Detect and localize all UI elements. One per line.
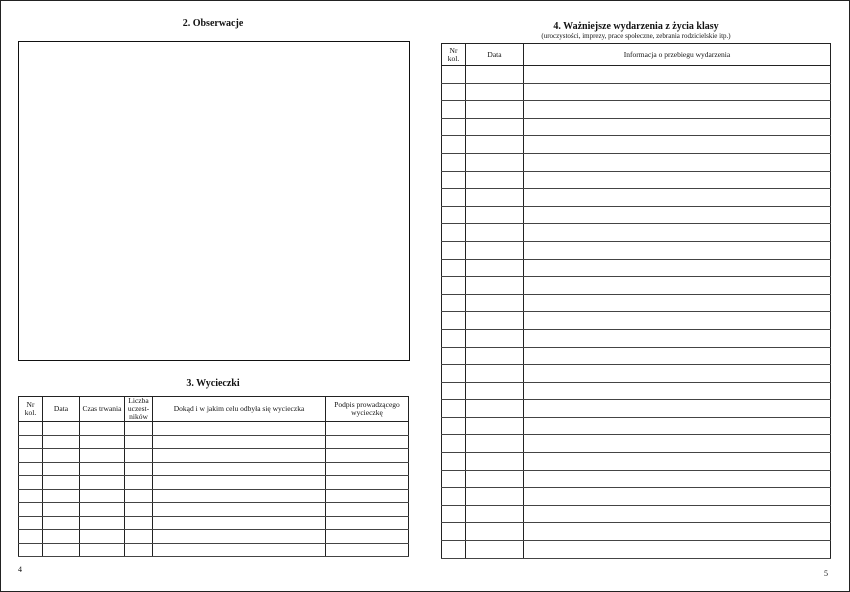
event-row	[442, 277, 831, 295]
table-cell	[442, 312, 466, 330]
table-cell	[466, 365, 524, 383]
table-cell	[125, 462, 153, 476]
table-cell	[80, 516, 125, 530]
event-row	[442, 488, 831, 506]
table-cell	[442, 241, 466, 259]
table-cell	[466, 118, 524, 136]
table-cell	[466, 83, 524, 101]
table-cell	[80, 530, 125, 544]
table-cell	[524, 294, 831, 312]
table-cell	[466, 224, 524, 242]
event-row	[442, 435, 831, 453]
table-cell	[19, 543, 43, 557]
table-cell	[442, 66, 466, 84]
table-cell	[524, 66, 831, 84]
table-cell	[43, 422, 80, 436]
table-cell	[326, 449, 409, 463]
table-cell	[524, 83, 831, 101]
event-row	[442, 118, 831, 136]
table-cell	[466, 329, 524, 347]
table-cell	[466, 206, 524, 224]
event-row	[442, 171, 831, 189]
event-row	[442, 329, 831, 347]
table-cell	[442, 400, 466, 418]
table-cell	[442, 277, 466, 295]
table-cell	[153, 543, 326, 557]
table-cell	[524, 241, 831, 259]
table-cell	[125, 543, 153, 557]
trips-col-date: Data	[43, 397, 80, 422]
event-row	[442, 206, 831, 224]
table-cell	[442, 541, 466, 559]
table-cell	[442, 488, 466, 506]
event-row	[442, 259, 831, 277]
event-row	[442, 453, 831, 471]
trip-row	[19, 476, 409, 490]
table-cell	[524, 365, 831, 383]
event-row	[442, 523, 831, 541]
table-cell	[466, 294, 524, 312]
table-cell	[125, 422, 153, 436]
table-cell	[442, 83, 466, 101]
event-row	[442, 294, 831, 312]
table-cell	[524, 488, 831, 506]
table-cell	[524, 118, 831, 136]
table-cell	[466, 66, 524, 84]
table-cell	[442, 206, 466, 224]
table-cell	[43, 516, 80, 530]
events-title: 4. Ważniejsze wydarzenia z życia klasy	[553, 21, 719, 32]
table-cell	[19, 489, 43, 503]
table-cell	[442, 523, 466, 541]
events-table	[441, 43, 831, 559]
table-cell	[125, 503, 153, 517]
table-cell	[466, 171, 524, 189]
event-row	[442, 541, 831, 559]
trip-row	[19, 503, 409, 517]
table-cell	[19, 516, 43, 530]
table-cell	[442, 470, 466, 488]
table-cell	[466, 347, 524, 365]
table-cell	[466, 259, 524, 277]
trips-table	[18, 396, 409, 557]
page-number-right: 5	[824, 569, 828, 578]
table-cell	[442, 417, 466, 435]
events-col-info: Informacja o przebiegu wydarzenia	[524, 44, 831, 66]
table-cell	[43, 449, 80, 463]
table-cell	[524, 277, 831, 295]
table-cell	[466, 435, 524, 453]
table-cell	[125, 449, 153, 463]
table-cell	[524, 470, 831, 488]
table-cell	[125, 435, 153, 449]
table-cell	[43, 462, 80, 476]
table-cell	[153, 462, 326, 476]
table-cell	[524, 206, 831, 224]
trip-row	[19, 543, 409, 557]
table-cell	[153, 489, 326, 503]
event-row	[442, 470, 831, 488]
table-cell	[326, 530, 409, 544]
table-cell	[442, 453, 466, 471]
trip-row	[19, 449, 409, 463]
table-cell	[125, 489, 153, 503]
event-row	[442, 136, 831, 154]
table-cell	[442, 329, 466, 347]
trips-title: 3. Wycieczki	[186, 378, 240, 389]
trip-row	[19, 516, 409, 530]
table-cell	[466, 241, 524, 259]
table-cell	[442, 224, 466, 242]
page-number-left: 4	[18, 565, 22, 574]
table-cell	[80, 543, 125, 557]
table-cell	[43, 435, 80, 449]
event-row	[442, 189, 831, 207]
table-cell	[153, 435, 326, 449]
table-cell	[466, 417, 524, 435]
table-cell	[524, 417, 831, 435]
table-cell	[19, 435, 43, 449]
table-cell	[466, 153, 524, 171]
table-cell	[524, 136, 831, 154]
table-cell	[524, 312, 831, 330]
table-cell	[442, 347, 466, 365]
trips-col-nr: Nr kol.	[19, 397, 43, 422]
events-col-nr: Nr kol.	[442, 44, 466, 66]
table-cell	[43, 543, 80, 557]
event-row	[442, 101, 831, 119]
trip-row	[19, 435, 409, 449]
event-row	[442, 400, 831, 418]
table-cell	[326, 489, 409, 503]
table-cell	[80, 503, 125, 517]
table-cell	[80, 462, 125, 476]
table-cell	[524, 523, 831, 541]
table-cell	[153, 530, 326, 544]
event-row	[442, 417, 831, 435]
event-row	[442, 347, 831, 365]
table-cell	[326, 516, 409, 530]
table-cell	[466, 453, 524, 471]
table-cell	[326, 435, 409, 449]
table-cell	[466, 277, 524, 295]
table-cell	[524, 101, 831, 119]
table-cell	[125, 530, 153, 544]
observations-title: 2. Obserwacje	[182, 18, 244, 29]
event-row	[442, 153, 831, 171]
event-row	[442, 382, 831, 400]
table-cell	[442, 365, 466, 383]
table-cell	[19, 503, 43, 517]
table-cell	[524, 153, 831, 171]
table-cell	[43, 530, 80, 544]
table-cell	[125, 476, 153, 490]
table-cell	[19, 449, 43, 463]
table-cell	[80, 435, 125, 449]
table-cell	[442, 435, 466, 453]
table-cell	[326, 543, 409, 557]
table-cell	[524, 400, 831, 418]
event-row	[442, 83, 831, 101]
table-cell	[153, 516, 326, 530]
table-cell	[524, 171, 831, 189]
table-cell	[19, 462, 43, 476]
table-cell	[466, 312, 524, 330]
trips-col-duration: Czas trwania	[80, 397, 125, 422]
trips-col-destination: Dokąd i w jakim celu odbyła się wycieczka	[153, 397, 326, 422]
table-cell	[442, 153, 466, 171]
table-cell	[153, 476, 326, 490]
table-cell	[466, 488, 524, 506]
table-cell	[524, 382, 831, 400]
table-cell	[19, 476, 43, 490]
table-cell	[466, 470, 524, 488]
table-cell	[326, 476, 409, 490]
table-cell	[43, 476, 80, 490]
table-cell	[524, 259, 831, 277]
events-col-date: Data	[466, 44, 524, 66]
table-cell	[326, 503, 409, 517]
table-cell	[442, 101, 466, 119]
table-cell	[466, 136, 524, 154]
observations-box	[18, 41, 410, 361]
event-row	[442, 312, 831, 330]
table-cell	[524, 329, 831, 347]
table-cell	[524, 541, 831, 559]
table-cell	[524, 189, 831, 207]
table-cell	[80, 422, 125, 436]
trip-row	[19, 422, 409, 436]
table-cell	[466, 189, 524, 207]
table-cell	[43, 503, 80, 517]
table-cell	[442, 505, 466, 523]
table-cell	[442, 382, 466, 400]
table-cell	[466, 101, 524, 119]
table-cell	[80, 489, 125, 503]
trip-row	[19, 462, 409, 476]
trip-row	[19, 489, 409, 503]
table-cell	[43, 489, 80, 503]
table-cell	[524, 505, 831, 523]
table-cell	[442, 259, 466, 277]
table-cell	[466, 382, 524, 400]
table-cell	[80, 449, 125, 463]
table-cell	[466, 541, 524, 559]
table-cell	[442, 294, 466, 312]
event-row	[442, 365, 831, 383]
table-cell	[524, 347, 831, 365]
events-subtitle: (uroczystości, imprezy, prace społeczne, zebrania rodzicielskie itp.)	[541, 32, 731, 40]
table-cell	[442, 171, 466, 189]
table-cell	[153, 503, 326, 517]
table-cell	[19, 422, 43, 436]
trips-col-participants: Liczba uczest-ników	[125, 397, 153, 422]
trips-col-signature: Podpis prowadzącego wycieczkę	[326, 397, 409, 422]
table-cell	[125, 516, 153, 530]
table-cell	[524, 224, 831, 242]
table-cell	[80, 476, 125, 490]
table-cell	[524, 435, 831, 453]
table-cell	[326, 422, 409, 436]
table-cell	[153, 449, 326, 463]
table-cell	[466, 523, 524, 541]
table-cell	[466, 505, 524, 523]
table-cell	[524, 453, 831, 471]
table-cell	[19, 530, 43, 544]
table-cell	[153, 422, 326, 436]
event-row	[442, 66, 831, 84]
trip-row	[19, 530, 409, 544]
table-cell	[326, 462, 409, 476]
table-cell	[442, 189, 466, 207]
event-row	[442, 224, 831, 242]
table-cell	[442, 136, 466, 154]
event-row	[442, 241, 831, 259]
table-cell	[466, 400, 524, 418]
table-cell	[442, 118, 466, 136]
event-row	[442, 505, 831, 523]
